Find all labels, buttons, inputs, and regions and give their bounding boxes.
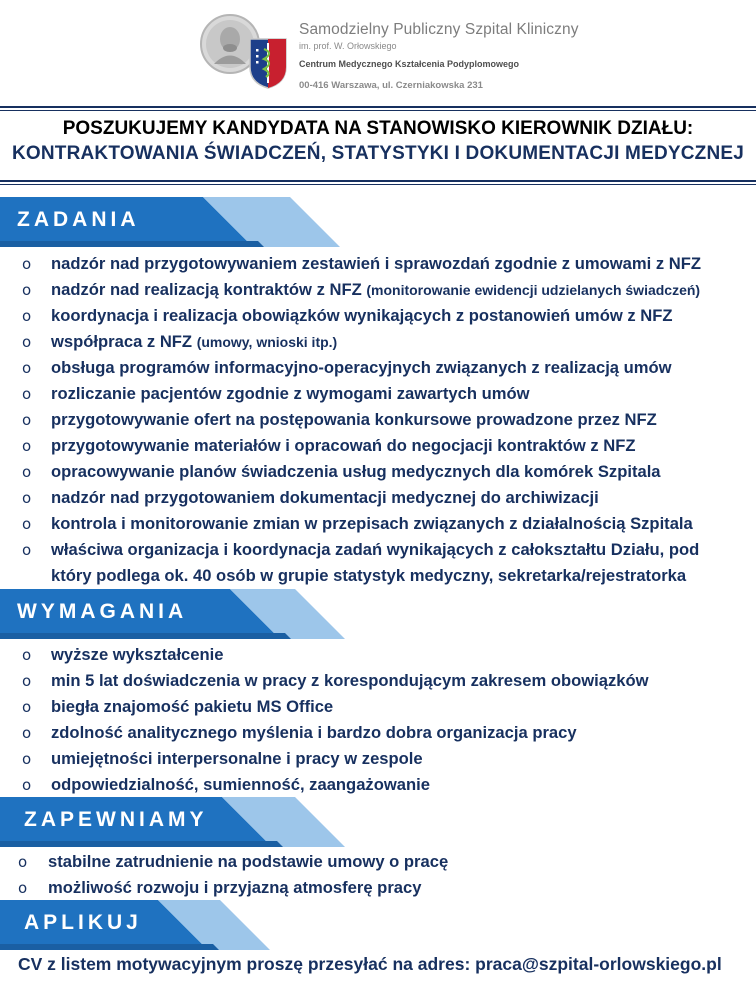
item-text: wyższe wykształcenie <box>51 645 224 664</box>
list-item <box>0 720 649 746</box>
list-item <box>0 642 649 668</box>
title-divider-thin <box>0 184 756 185</box>
list-item <box>0 381 701 407</box>
item-text: obsługa programów informacyjno-operacyjnych związanych z realizacją umów <box>51 358 672 377</box>
item-text: przygotowywanie materiałów i opracowań do negocjacji kontraktów z NFZ <box>51 436 636 455</box>
item-text: współpraca z NFZ <box>51 332 197 351</box>
item-text: właściwa organizacja i koordynacja zadań wynikających z całokształtu Działu, pod <box>51 540 700 559</box>
title-divider <box>0 180 756 182</box>
title-line-2: KONTRAKTOWANIA ŚWIADCZEŃ, STATYSTYKI I DOKUMENTACJI MEDYCZNEJ <box>11 143 745 164</box>
list-item <box>0 668 649 694</box>
header-divider <box>0 106 756 108</box>
bullet-icon: o <box>22 750 32 768</box>
section-band-zadania <box>0 197 340 247</box>
header-divider-thin <box>0 110 756 111</box>
list-item <box>0 849 448 875</box>
bullet-icon: o <box>18 879 28 897</box>
item-text: opracowywanie planów świadczenia usług medycznych dla komórek Szpitala <box>51 462 661 481</box>
bullet-icon: o <box>22 463 32 481</box>
item-text: odpowiedzialność, sumienność, zaangażowanie <box>51 775 430 794</box>
section-title-zapewniamy: ZAPEWNIAMY <box>24 808 208 831</box>
title-line-1: POSZUKUJEMY KANDYDATA NA STANOWISKO KIEROWNIK DZIAŁU: <box>62 118 694 139</box>
section-title-wymagania: WYMAGANIA <box>17 600 188 623</box>
list-item <box>0 251 701 277</box>
organization-block <box>299 22 579 90</box>
item-text: min 5 lat doświadczenia w pracy z korespondującym zakresem obowiązków <box>51 671 649 690</box>
hospital-crest-logo-icon <box>200 9 292 89</box>
section-title-zadania: ZADANIA <box>17 208 140 231</box>
item-note: (umowy, wnioski itp.) <box>196 334 338 350</box>
bullet-icon: o <box>22 776 32 794</box>
bullet-icon: o <box>22 672 32 690</box>
list-item <box>0 407 701 433</box>
item-text: umiejętności interpersonalne i pracy w zespole <box>51 749 423 768</box>
org-name: Samodzielny Publiczny Szpital Kliniczny <box>299 21 579 38</box>
list-item <box>0 329 701 355</box>
org-address: 00-416 Warszawa, ul. Czerniakowska 231 <box>299 79 483 91</box>
application-instructions: CV z listem motywacyjnym proszę przesyłać na adres: praca@szpital-orlowskiego.pl <box>18 954 722 974</box>
item-note: (monitorowanie ewidencji udzielanych świadczeń) <box>366 282 701 298</box>
item-text-continued: który podlega ok. 40 osób w grupie statystyk medyczny, sekretarka/rejestratorka <box>51 566 687 585</box>
bullet-icon: o <box>22 385 32 403</box>
bullet-icon: o <box>22 489 32 507</box>
list-item <box>0 694 649 720</box>
bullet-icon: o <box>22 281 32 299</box>
item-text: biegła znajomość pakietu MS Office <box>51 697 334 716</box>
bullet-icon: o <box>22 515 32 533</box>
list-item <box>0 303 701 329</box>
zapewniamy-list <box>0 849 448 901</box>
section-band-zapewniamy <box>0 797 345 847</box>
bullet-icon: o <box>22 359 32 377</box>
item-text: przygotowywanie ofert na postępowania konkursowe prowadzone przez NFZ <box>51 410 657 429</box>
list-item <box>0 355 701 381</box>
item-text: koordynacja i realizacja obowiązków wynikających z postanowień umów z NFZ <box>51 306 673 325</box>
item-text: stabilne zatrudnienie na podstawie umowy o pracę <box>48 852 449 871</box>
item-text: nadzór nad przygotowywaniem zestawień i sprawozdań zgodnie z umowami z NFZ <box>51 254 702 273</box>
org-centre: Centrum Medycznego Kształcenia Podyplomowego <box>299 58 520 69</box>
list-item <box>0 433 701 459</box>
item-text: kontrola i monitorowanie zmian w przepisach związanych z działalnością Szpitala <box>51 514 693 533</box>
list-item <box>0 459 701 485</box>
bullet-icon: o <box>22 333 32 351</box>
item-text: zdolność analitycznego myślenia i bardzo dobra organizacja pracy <box>51 723 577 742</box>
header <box>0 0 756 104</box>
bullet-icon: o <box>22 646 32 664</box>
page-title <box>0 119 756 163</box>
wymagania-list <box>0 642 649 798</box>
bullet-icon: o <box>22 698 32 716</box>
item-text: nadzór nad realizacją kontraktów z NFZ <box>51 280 367 299</box>
list-item <box>0 511 701 537</box>
org-patron: im. prof. W. Orłowskiego <box>299 40 397 51</box>
section-band-wymagania <box>0 589 345 639</box>
section-title-aplikuj: APLIKUJ <box>24 911 142 934</box>
bullet-icon: o <box>18 853 28 871</box>
bullet-icon: o <box>22 437 32 455</box>
item-text: rozliczanie pacjentów zgodnie z wymogami zawartych umów <box>51 384 530 403</box>
list-item <box>0 875 448 901</box>
item-text: nadzór nad przygotowaniem dokumentacji medycznej do archiwizacji <box>51 488 599 507</box>
bullet-icon: o <box>22 411 32 429</box>
list-item <box>0 537 701 589</box>
zadania-list <box>0 251 701 589</box>
list-item <box>0 746 649 772</box>
list-item <box>0 772 649 798</box>
section-band-aplikuj <box>0 900 270 950</box>
bullet-icon: o <box>22 541 32 559</box>
list-item <box>0 277 701 303</box>
item-text: możliwość rozwoju i przyjazną atmosferę pracy <box>48 878 422 897</box>
bullet-icon: o <box>22 724 32 742</box>
bullet-icon: o <box>22 255 32 273</box>
list-item <box>0 485 701 511</box>
bullet-icon: o <box>22 307 32 325</box>
